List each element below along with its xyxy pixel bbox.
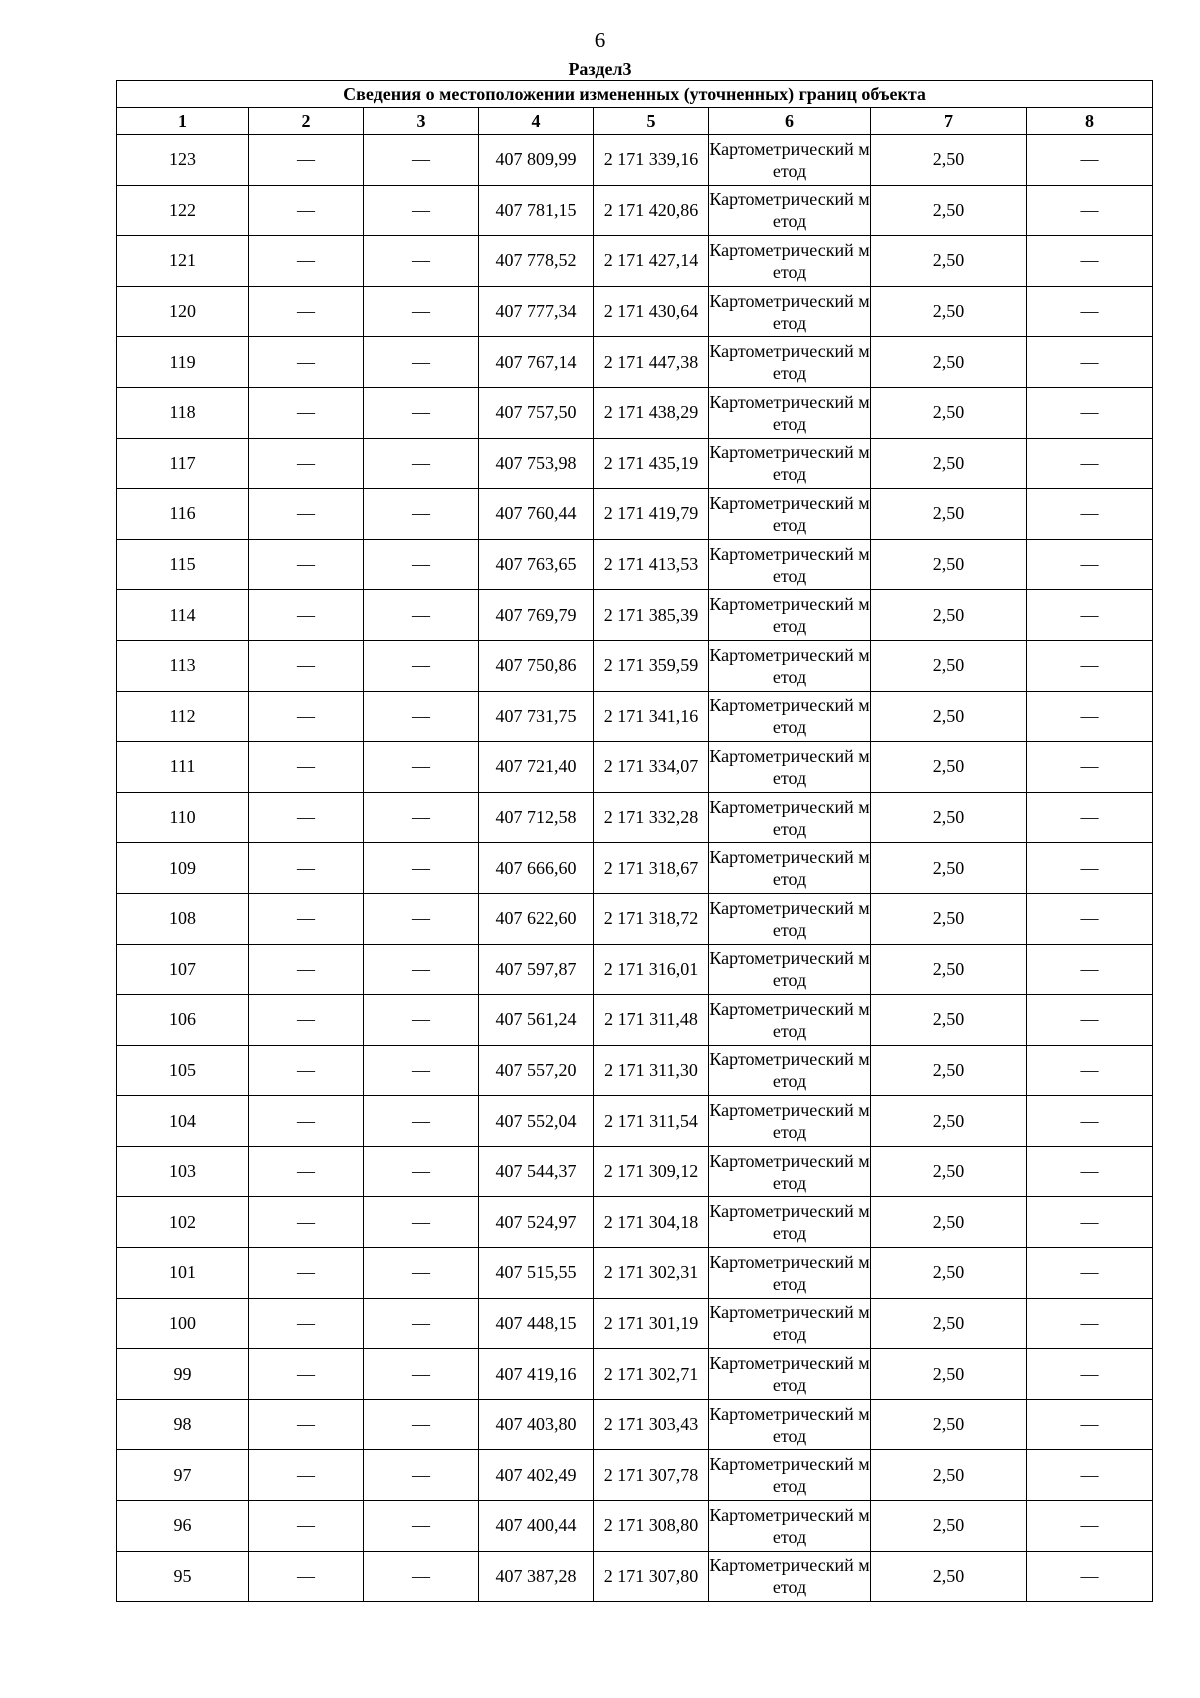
coordinates-table (116, 80, 1153, 1602)
empty-dash-cell: — (249, 387, 364, 438)
accuracy-cell: 2,50 (871, 1349, 1027, 1400)
method-cell: Картометрический метод (709, 893, 871, 944)
point-number-cell: 110 (117, 792, 249, 843)
column-number: 6 (709, 108, 871, 135)
y-coordinate-cell: 2 171 311,48 (594, 995, 709, 1046)
accuracy-cell: 2,50 (871, 236, 1027, 287)
method-cell: Картометрический метод (709, 1551, 871, 1602)
empty-dash-cell: — (364, 1096, 479, 1147)
empty-dash-cell: — (1027, 640, 1153, 691)
point-number-cell: 118 (117, 387, 249, 438)
point-number-cell: 109 (117, 843, 249, 894)
empty-dash-cell: — (1027, 893, 1153, 944)
x-coordinate-cell: 407 400,44 (479, 1501, 594, 1552)
method-cell: Картометрический метод (709, 387, 871, 438)
x-coordinate-cell: 407 753,98 (479, 438, 594, 489)
method-cell: Картометрический метод (709, 1349, 871, 1400)
x-coordinate-cell: 407 712,58 (479, 792, 594, 843)
empty-dash-cell: — (1027, 742, 1153, 793)
accuracy-cell: 2,50 (871, 438, 1027, 489)
empty-dash-cell: — (364, 893, 479, 944)
accuracy-cell: 2,50 (871, 590, 1027, 641)
empty-dash-cell: — (364, 944, 479, 995)
y-coordinate-cell: 2 171 308,80 (594, 1501, 709, 1552)
x-coordinate-cell: 407 767,14 (479, 337, 594, 388)
y-coordinate-cell: 2 171 413,53 (594, 539, 709, 590)
section-title: Раздел3 (568, 59, 632, 79)
x-coordinate-cell: 407 515,55 (479, 1248, 594, 1299)
column-number: 8 (1027, 108, 1153, 135)
method-cell: Картометрический метод (709, 1501, 871, 1552)
table-row (117, 1197, 1153, 1248)
empty-dash-cell: — (249, 1551, 364, 1602)
y-coordinate-cell: 2 171 302,71 (594, 1349, 709, 1400)
empty-dash-cell: — (1027, 1349, 1153, 1400)
column-number: 5 (594, 108, 709, 135)
x-coordinate-cell: 407 781,15 (479, 185, 594, 236)
point-number-cell: 106 (117, 995, 249, 1046)
x-coordinate-cell: 407 760,44 (479, 489, 594, 540)
empty-dash-cell: — (1027, 337, 1153, 388)
accuracy-cell: 2,50 (871, 1501, 1027, 1552)
x-coordinate-cell: 407 769,79 (479, 590, 594, 641)
point-number-cell: 122 (117, 185, 249, 236)
empty-dash-cell: — (249, 590, 364, 641)
point-number-cell: 105 (117, 1045, 249, 1096)
point-number-cell: 111 (117, 742, 249, 793)
empty-dash-cell: — (1027, 1197, 1153, 1248)
empty-dash-cell: — (249, 944, 364, 995)
y-coordinate-cell: 2 171 316,01 (594, 944, 709, 995)
empty-dash-cell: — (364, 236, 479, 287)
table-row (117, 590, 1153, 641)
column-number: 7 (871, 108, 1027, 135)
y-coordinate-cell: 2 171 311,30 (594, 1045, 709, 1096)
method-cell: Картометрический метод (709, 185, 871, 236)
y-coordinate-cell: 2 171 419,79 (594, 489, 709, 540)
table-row (117, 1146, 1153, 1197)
y-coordinate-cell: 2 171 309,12 (594, 1146, 709, 1197)
empty-dash-cell: — (249, 1501, 364, 1552)
empty-dash-cell: — (249, 185, 364, 236)
empty-dash-cell: — (1027, 286, 1153, 337)
method-cell: Картометрический метод (709, 1197, 871, 1248)
accuracy-cell: 2,50 (871, 1045, 1027, 1096)
empty-dash-cell: — (249, 1248, 364, 1299)
accuracy-cell: 2,50 (871, 792, 1027, 843)
y-coordinate-cell: 2 171 334,07 (594, 742, 709, 793)
point-number-cell: 95 (117, 1551, 249, 1602)
point-number-cell: 101 (117, 1248, 249, 1299)
table-row (117, 1450, 1153, 1501)
point-number-cell: 108 (117, 893, 249, 944)
x-coordinate-cell: 407 777,34 (479, 286, 594, 337)
y-coordinate-cell: 2 171 318,67 (594, 843, 709, 894)
y-coordinate-cell: 2 171 420,86 (594, 185, 709, 236)
accuracy-cell: 2,50 (871, 995, 1027, 1046)
method-cell: Картометрический метод (709, 590, 871, 641)
empty-dash-cell: — (364, 1349, 479, 1400)
method-cell: Картометрический метод (709, 944, 871, 995)
y-coordinate-cell: 2 171 341,16 (594, 691, 709, 742)
y-coordinate-cell: 2 171 307,80 (594, 1551, 709, 1602)
point-number-cell: 98 (117, 1399, 249, 1450)
empty-dash-cell: — (364, 539, 479, 590)
empty-dash-cell: — (1027, 1298, 1153, 1349)
empty-dash-cell: — (364, 337, 479, 388)
accuracy-cell: 2,50 (871, 640, 1027, 691)
accuracy-cell: 2,50 (871, 893, 1027, 944)
empty-dash-cell: — (1027, 1096, 1153, 1147)
table-row (117, 1045, 1153, 1096)
accuracy-cell: 2,50 (871, 1197, 1027, 1248)
empty-dash-cell: — (364, 1450, 479, 1501)
x-coordinate-cell: 407 666,60 (479, 843, 594, 894)
column-number: 1 (117, 108, 249, 135)
method-cell: Картометрический метод (709, 843, 871, 894)
column-number-row (117, 108, 1153, 135)
method-cell: Картометрический метод (709, 539, 871, 590)
point-number-cell: 119 (117, 337, 249, 388)
point-number-cell: 112 (117, 691, 249, 742)
point-number-cell: 123 (117, 135, 249, 186)
empty-dash-cell: — (1027, 944, 1153, 995)
y-coordinate-cell: 2 171 447,38 (594, 337, 709, 388)
accuracy-cell: 2,50 (871, 135, 1027, 186)
empty-dash-cell: — (249, 1197, 364, 1248)
empty-dash-cell: — (249, 995, 364, 1046)
method-cell: Картометрический метод (709, 1146, 871, 1197)
x-coordinate-cell: 407 387,28 (479, 1551, 594, 1602)
method-cell: Картометрический метод (709, 1248, 871, 1299)
method-cell: Картометрический метод (709, 691, 871, 742)
empty-dash-cell: — (364, 843, 479, 894)
empty-dash-cell: — (364, 185, 479, 236)
empty-dash-cell: — (249, 1298, 364, 1349)
table-row (117, 1298, 1153, 1349)
empty-dash-cell: — (364, 1298, 479, 1349)
y-coordinate-cell: 2 171 307,78 (594, 1450, 709, 1501)
empty-dash-cell: — (1027, 387, 1153, 438)
table-row (117, 1501, 1153, 1552)
empty-dash-cell: — (249, 489, 364, 540)
x-coordinate-cell: 407 750,86 (479, 640, 594, 691)
table-row (117, 843, 1153, 894)
empty-dash-cell: — (364, 1045, 479, 1096)
table-row (117, 944, 1153, 995)
point-number-cell: 100 (117, 1298, 249, 1349)
empty-dash-cell: — (1027, 1399, 1153, 1450)
point-number-cell: 99 (117, 1349, 249, 1400)
table-row (117, 1551, 1153, 1602)
empty-dash-cell: — (249, 286, 364, 337)
empty-dash-cell: — (364, 438, 479, 489)
table-row (117, 135, 1153, 186)
table-row (117, 893, 1153, 944)
y-coordinate-cell: 2 171 304,18 (594, 1197, 709, 1248)
empty-dash-cell: — (1027, 1146, 1153, 1197)
y-coordinate-cell: 2 171 430,64 (594, 286, 709, 337)
point-number-cell: 103 (117, 1146, 249, 1197)
table-row (117, 792, 1153, 843)
y-coordinate-cell: 2 171 339,16 (594, 135, 709, 186)
x-coordinate-cell: 407 544,37 (479, 1146, 594, 1197)
empty-dash-cell: — (249, 337, 364, 388)
empty-dash-cell: — (249, 236, 364, 287)
accuracy-cell: 2,50 (871, 742, 1027, 793)
empty-dash-cell: — (364, 792, 479, 843)
empty-dash-cell: — (364, 286, 479, 337)
method-cell: Картометрический метод (709, 742, 871, 793)
method-cell: Картометрический метод (709, 489, 871, 540)
accuracy-cell: 2,50 (871, 185, 1027, 236)
x-coordinate-cell: 407 778,52 (479, 236, 594, 287)
method-cell: Картометрический метод (709, 640, 871, 691)
point-number-cell: 104 (117, 1096, 249, 1147)
table-row (117, 742, 1153, 793)
table-row (117, 640, 1153, 691)
y-coordinate-cell: 2 171 332,28 (594, 792, 709, 843)
empty-dash-cell: — (1027, 995, 1153, 1046)
y-coordinate-cell: 2 171 385,39 (594, 590, 709, 641)
table-row (117, 1349, 1153, 1400)
empty-dash-cell: — (249, 691, 364, 742)
empty-dash-cell: — (364, 640, 479, 691)
empty-dash-cell: — (249, 539, 364, 590)
empty-dash-cell: — (364, 1197, 479, 1248)
empty-dash-cell: — (364, 1248, 479, 1299)
empty-dash-cell: — (1027, 1501, 1153, 1552)
empty-dash-cell: — (249, 640, 364, 691)
method-cell: Картометрический метод (709, 1450, 871, 1501)
page-number: 6 (594, 28, 606, 52)
point-number-cell: 117 (117, 438, 249, 489)
table-row (117, 387, 1153, 438)
method-cell: Картометрический метод (709, 286, 871, 337)
accuracy-cell: 2,50 (871, 1399, 1027, 1450)
accuracy-cell: 2,50 (871, 1551, 1027, 1602)
y-coordinate-cell: 2 171 303,43 (594, 1399, 709, 1450)
table-caption: Сведения о местоположении измененных (уточненных) границ объекта (117, 81, 1153, 108)
method-cell: Картометрический метод (709, 995, 871, 1046)
column-number: 2 (249, 108, 364, 135)
accuracy-cell: 2,50 (871, 286, 1027, 337)
point-number-cell: 96 (117, 1501, 249, 1552)
table-row (117, 1248, 1153, 1299)
point-number-cell: 113 (117, 640, 249, 691)
table-row (117, 539, 1153, 590)
empty-dash-cell: — (364, 1399, 479, 1450)
point-number-cell: 107 (117, 944, 249, 995)
point-number-cell: 121 (117, 236, 249, 287)
empty-dash-cell: — (249, 1450, 364, 1501)
empty-dash-cell: — (1027, 1248, 1153, 1299)
empty-dash-cell: — (249, 792, 364, 843)
method-cell: Картометрический метод (709, 1298, 871, 1349)
x-coordinate-cell: 407 597,87 (479, 944, 594, 995)
empty-dash-cell: — (364, 590, 479, 641)
empty-dash-cell: — (364, 691, 479, 742)
y-coordinate-cell: 2 171 427,14 (594, 236, 709, 287)
method-cell: Картометрический метод (709, 438, 871, 489)
x-coordinate-cell: 407 622,60 (479, 893, 594, 944)
y-coordinate-cell: 2 171 301,19 (594, 1298, 709, 1349)
point-number-cell: 102 (117, 1197, 249, 1248)
method-cell: Картометрический метод (709, 236, 871, 287)
x-coordinate-cell: 407 419,16 (479, 1349, 594, 1400)
empty-dash-cell: — (249, 1349, 364, 1400)
x-coordinate-cell: 407 403,80 (479, 1399, 594, 1450)
accuracy-cell: 2,50 (871, 1298, 1027, 1349)
table-row (117, 337, 1153, 388)
empty-dash-cell: — (364, 995, 479, 1046)
point-number-cell: 120 (117, 286, 249, 337)
x-coordinate-cell: 407 561,24 (479, 995, 594, 1046)
empty-dash-cell: — (1027, 1045, 1153, 1096)
x-coordinate-cell: 407 721,40 (479, 742, 594, 793)
table-row (117, 489, 1153, 540)
x-coordinate-cell: 407 552,04 (479, 1096, 594, 1147)
empty-dash-cell: — (1027, 236, 1153, 287)
empty-dash-cell: — (249, 1399, 364, 1450)
point-number-cell: 116 (117, 489, 249, 540)
point-number-cell: 115 (117, 539, 249, 590)
empty-dash-cell: — (1027, 1450, 1153, 1501)
empty-dash-cell: — (364, 742, 479, 793)
column-number: 4 (479, 108, 594, 135)
x-coordinate-cell: 407 402,49 (479, 1450, 594, 1501)
x-coordinate-cell: 407 448,15 (479, 1298, 594, 1349)
empty-dash-cell: — (249, 1045, 364, 1096)
table-row (117, 691, 1153, 742)
accuracy-cell: 2,50 (871, 489, 1027, 540)
accuracy-cell: 2,50 (871, 1096, 1027, 1147)
y-coordinate-cell: 2 171 438,29 (594, 387, 709, 438)
empty-dash-cell: — (249, 742, 364, 793)
empty-dash-cell: — (1027, 438, 1153, 489)
empty-dash-cell: — (364, 1551, 479, 1602)
accuracy-cell: 2,50 (871, 843, 1027, 894)
empty-dash-cell: — (249, 893, 364, 944)
column-number: 3 (364, 108, 479, 135)
empty-dash-cell: — (1027, 590, 1153, 641)
accuracy-cell: 2,50 (871, 337, 1027, 388)
empty-dash-cell: — (249, 1146, 364, 1197)
method-cell: Картометрический метод (709, 337, 871, 388)
accuracy-cell: 2,50 (871, 944, 1027, 995)
empty-dash-cell: — (1027, 843, 1153, 894)
empty-dash-cell: — (249, 843, 364, 894)
table-row (117, 1096, 1153, 1147)
empty-dash-cell: — (1027, 792, 1153, 843)
method-cell: Картометрический метод (709, 792, 871, 843)
x-coordinate-cell: 407 757,50 (479, 387, 594, 438)
empty-dash-cell: — (249, 1096, 364, 1147)
empty-dash-cell: — (1027, 135, 1153, 186)
empty-dash-cell: — (364, 1501, 479, 1552)
empty-dash-cell: — (1027, 185, 1153, 236)
empty-dash-cell: — (249, 135, 364, 186)
table-row (117, 185, 1153, 236)
empty-dash-cell: — (1027, 1551, 1153, 1602)
x-coordinate-cell: 407 763,65 (479, 539, 594, 590)
empty-dash-cell: — (364, 489, 479, 540)
table-row (117, 1399, 1153, 1450)
x-coordinate-cell: 407 557,20 (479, 1045, 594, 1096)
accuracy-cell: 2,50 (871, 691, 1027, 742)
empty-dash-cell: — (1027, 691, 1153, 742)
point-number-cell: 114 (117, 590, 249, 641)
accuracy-cell: 2,50 (871, 387, 1027, 438)
empty-dash-cell: — (1027, 539, 1153, 590)
empty-dash-cell: — (1027, 489, 1153, 540)
table-row (117, 236, 1153, 287)
method-cell: Картометрический метод (709, 135, 871, 186)
x-coordinate-cell: 407 731,75 (479, 691, 594, 742)
y-coordinate-cell: 2 171 302,31 (594, 1248, 709, 1299)
table-row (117, 286, 1153, 337)
point-number-cell: 97 (117, 1450, 249, 1501)
empty-dash-cell: — (364, 1146, 479, 1197)
table-row (117, 438, 1153, 489)
y-coordinate-cell: 2 171 311,54 (594, 1096, 709, 1147)
accuracy-cell: 2,50 (871, 1450, 1027, 1501)
empty-dash-cell: — (364, 387, 479, 438)
method-cell: Картометрический метод (709, 1045, 871, 1096)
x-coordinate-cell: 407 524,97 (479, 1197, 594, 1248)
accuracy-cell: 2,50 (871, 1146, 1027, 1197)
y-coordinate-cell: 2 171 318,72 (594, 893, 709, 944)
accuracy-cell: 2,50 (871, 1248, 1027, 1299)
method-cell: Картометрический метод (709, 1096, 871, 1147)
table-row (117, 995, 1153, 1046)
y-coordinate-cell: 2 171 435,19 (594, 438, 709, 489)
x-coordinate-cell: 407 809,99 (479, 135, 594, 186)
empty-dash-cell: — (249, 438, 364, 489)
empty-dash-cell: — (364, 135, 479, 186)
y-coordinate-cell: 2 171 359,59 (594, 640, 709, 691)
accuracy-cell: 2,50 (871, 539, 1027, 590)
method-cell: Картометрический метод (709, 1399, 871, 1450)
